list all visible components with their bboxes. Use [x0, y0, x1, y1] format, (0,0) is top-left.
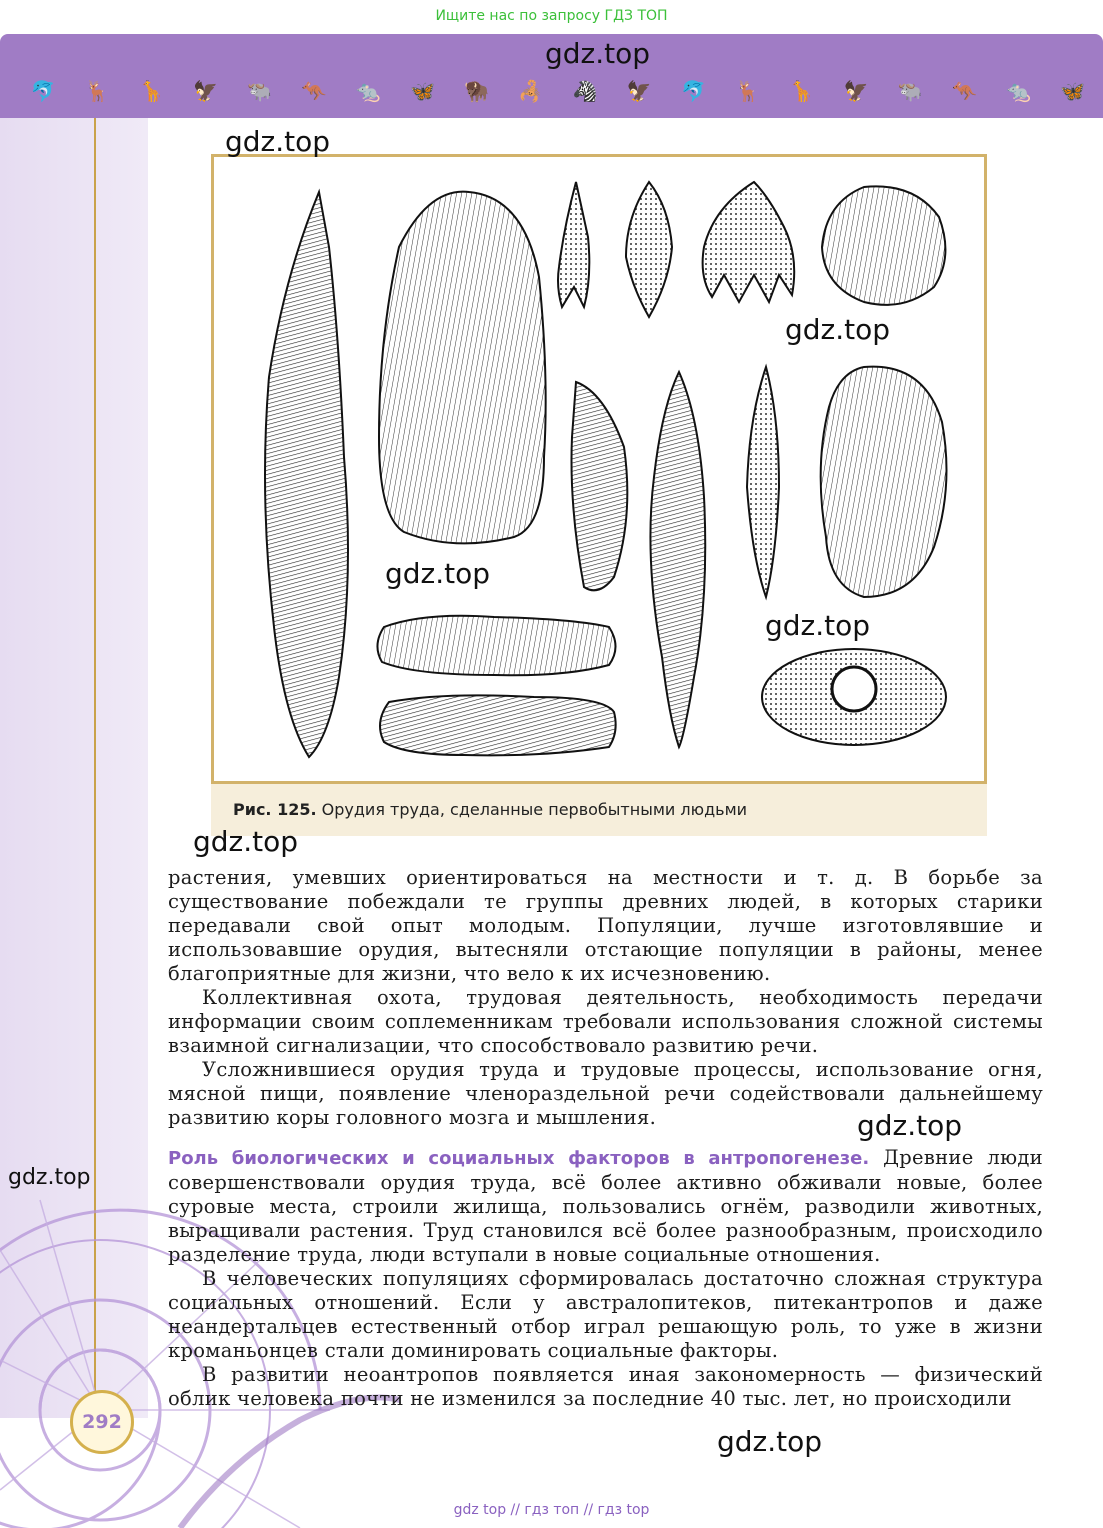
paragraph-continuation: растения, умевших ориентироваться на местности и т. д. В борьбе за существование побеждали те группы древних людей, в которых старики передавали свой опыт молодым. Популяции, лучше изготовлявшие и использовавшие орудия, вытесняли отстающие популяции в районы, менее благоприятные для жизни, что вело к их исчезновению. — [168, 866, 1043, 985]
watermark: gdz.top — [225, 125, 331, 158]
flat-bar-tool — [377, 616, 615, 676]
footer-links[interactable]: gdz top // гдз топ // гдз top — [453, 1502, 650, 1518]
page-number: 292 — [70, 1390, 134, 1454]
figure-caption-label: Рис. 125. — [233, 800, 317, 819]
buffalo-icon: 🐃 — [247, 79, 273, 103]
paragraph-biosocial-factors — [168, 1146, 1043, 1267]
watermark: gdz.top — [717, 1425, 823, 1458]
large-core-tool — [379, 192, 546, 544]
watermark: gdz.top — [765, 609, 871, 642]
zebra-icon: 🦓 — [572, 79, 598, 103]
figure-caption — [211, 784, 987, 836]
butterfly-icon: 🦋 — [409, 79, 435, 103]
animal-silhouette-strip — [28, 76, 1088, 106]
bird-icon: 🦅 — [626, 79, 652, 103]
bird-icon: 🦅 — [843, 79, 869, 103]
section-text: Древние люди совершенствовали орудия труда, всё более активно обживали новые, более суровые места, строили жилища, пользовались огнём, разводили животных, выращивали растения. Труд становился всё более разнообразным, происходило разделение труда, люди вступали в новые социальные отношения. — [168, 1146, 1043, 1266]
body-text-upper — [168, 866, 1043, 1130]
watermark: gdz.top — [193, 825, 299, 858]
paragraph-collective-hunting: Коллективная охота, трудовая деятельность, необходимость передачи информации своим соплеменникам требовали использования сложной системы взаимной сигнализации, что способствовало развитию речи. — [168, 986, 1043, 1057]
watermark: gdz.top — [385, 557, 491, 590]
deer-icon: 🦌 — [84, 79, 110, 103]
long-blade-tool — [265, 192, 348, 757]
dolphin-icon: 🐬 — [680, 79, 706, 103]
dolphin-icon: 🐬 — [30, 79, 56, 103]
bird-icon: 🦅 — [193, 79, 219, 103]
figure-caption-text: Орудия труда, сделанные первобытными людьми — [321, 800, 748, 819]
deer-icon: 🦌 — [735, 79, 761, 103]
rounded-bar-tool — [380, 695, 616, 755]
butterfly-icon: 🦋 — [1060, 79, 1086, 103]
top-banner[interactable]: Ищите нас по запросу ГДЗ ТОП — [435, 8, 668, 24]
giraffe-icon: 🦒 — [789, 79, 815, 103]
scorpion-icon: 🦂 — [518, 79, 544, 103]
hand-axe — [821, 367, 947, 597]
watermark: gdz.top — [8, 1165, 91, 1190]
buffalo-icon: 🐃 — [897, 79, 923, 103]
dagger-blade — [650, 372, 705, 747]
kangaroo-icon: 🦘 — [301, 79, 327, 103]
tanged-arrowhead — [703, 182, 795, 302]
figure-tools-illustration — [211, 154, 987, 784]
barbed-arrowhead — [558, 182, 589, 307]
bison-icon: 🦬 — [464, 79, 490, 103]
narrow-blade — [572, 382, 628, 590]
watermark: gdz.top — [857, 1109, 963, 1142]
section-heading: Роль биологических и социальных факторов в антропогенезе. — [168, 1148, 870, 1169]
watermark: gdz.top — [545, 37, 651, 70]
stone-tools-drawing — [214, 157, 984, 781]
paragraph-neoanthropes: В развитии неоантропов появляется иная закономерность — физический облик человека почти не изменился за последние 40 тыс. лет, но происходили — [168, 1363, 1043, 1410]
kangaroo-icon: 🦘 — [952, 79, 977, 103]
leaf-point — [626, 182, 672, 317]
giraffe-icon: 🦒 — [138, 79, 164, 103]
rodent-icon: 🐀 — [355, 79, 381, 103]
paragraph-complex-tools: Усложнившиеся орудия труда и трудовые процессы, использование огня, мясной пищи, появление членораздельной речи содействовали дальнейшему развитию коры головного мозга и мышления. — [168, 1058, 1043, 1129]
paragraph-social-structure: В человеческих популяциях сформировалась достаточно сложная структура социальных отношений. Если у австралопитеков, питекантропов и даже неандертальцев естественный отбор играл решающую роль, то уже в жизни кроманьонцев стали доминировать социальные факторы. — [168, 1267, 1043, 1362]
watermark: gdz.top — [785, 313, 891, 346]
body-text-lower — [168, 1146, 1043, 1411]
round-scraper — [822, 186, 945, 304]
rodent-icon: 🐀 — [1006, 79, 1032, 103]
serrated-point — [747, 367, 779, 597]
